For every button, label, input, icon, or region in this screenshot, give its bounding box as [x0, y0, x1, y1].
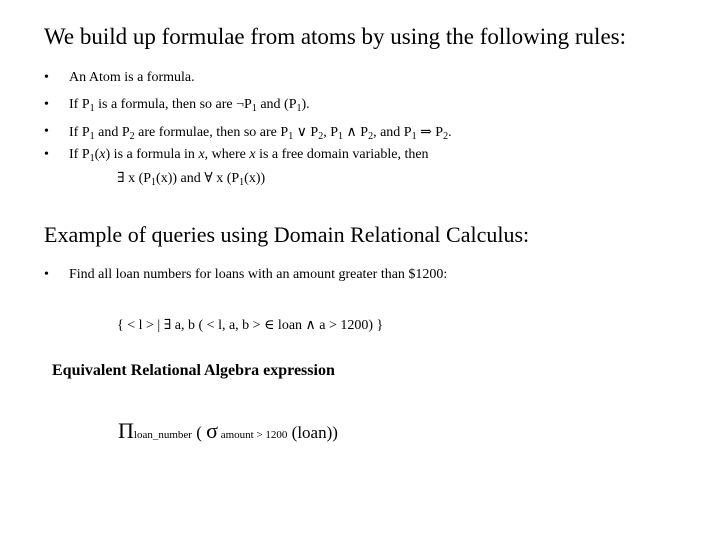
bullet: • — [44, 124, 49, 139]
pi-symbol: Π — [118, 418, 134, 443]
bullet: • — [44, 147, 49, 162]
algebra-heading: Equivalent Relational Algebra expression — [52, 362, 335, 379]
drc-query: { < l > | ∃ a, b ( < l, a, b > ∈ loan ∧ a > 1200) } — [117, 318, 384, 333]
bullet: • — [44, 70, 49, 85]
relational-algebra-expression: Πloan_number ( σ amount > 1200 (loan)) — [118, 418, 338, 443]
bullet: • — [44, 267, 49, 282]
bullet: • — [44, 97, 49, 112]
rule-connectives: If $P_1$ and $P_2$ are formulae, then so are $P_1$ ∨ $P_2$, $P_1$ ∧ $P_2$, and $P_1$ ⇒ $P_2$. — [69, 125, 452, 142]
sigma-symbol: σ — [206, 418, 218, 443]
rule-quantifiers-formula: ∃ x $(P_1(x))$ and ∀ x $(P_1(x))$ — [117, 171, 266, 188]
rules-heading: We build up formulae from atoms by using the following rules: — [44, 24, 626, 49]
rule-negation: If $P_1$ is a formula, then so are $\neg P_1$ and $(P_1)$. — [69, 97, 310, 114]
example-item: Find all loan numbers for loans with an amount greater than $1200: — [69, 267, 448, 282]
example-heading: Example of queries using Domain Relational Calculus: — [44, 222, 530, 247]
rule-atom: An Atom is a formula. — [69, 70, 195, 85]
rule-quantifiers: If $P_1(x)$ is a formula in x, where x is a free domain variable, then — [69, 147, 429, 164]
